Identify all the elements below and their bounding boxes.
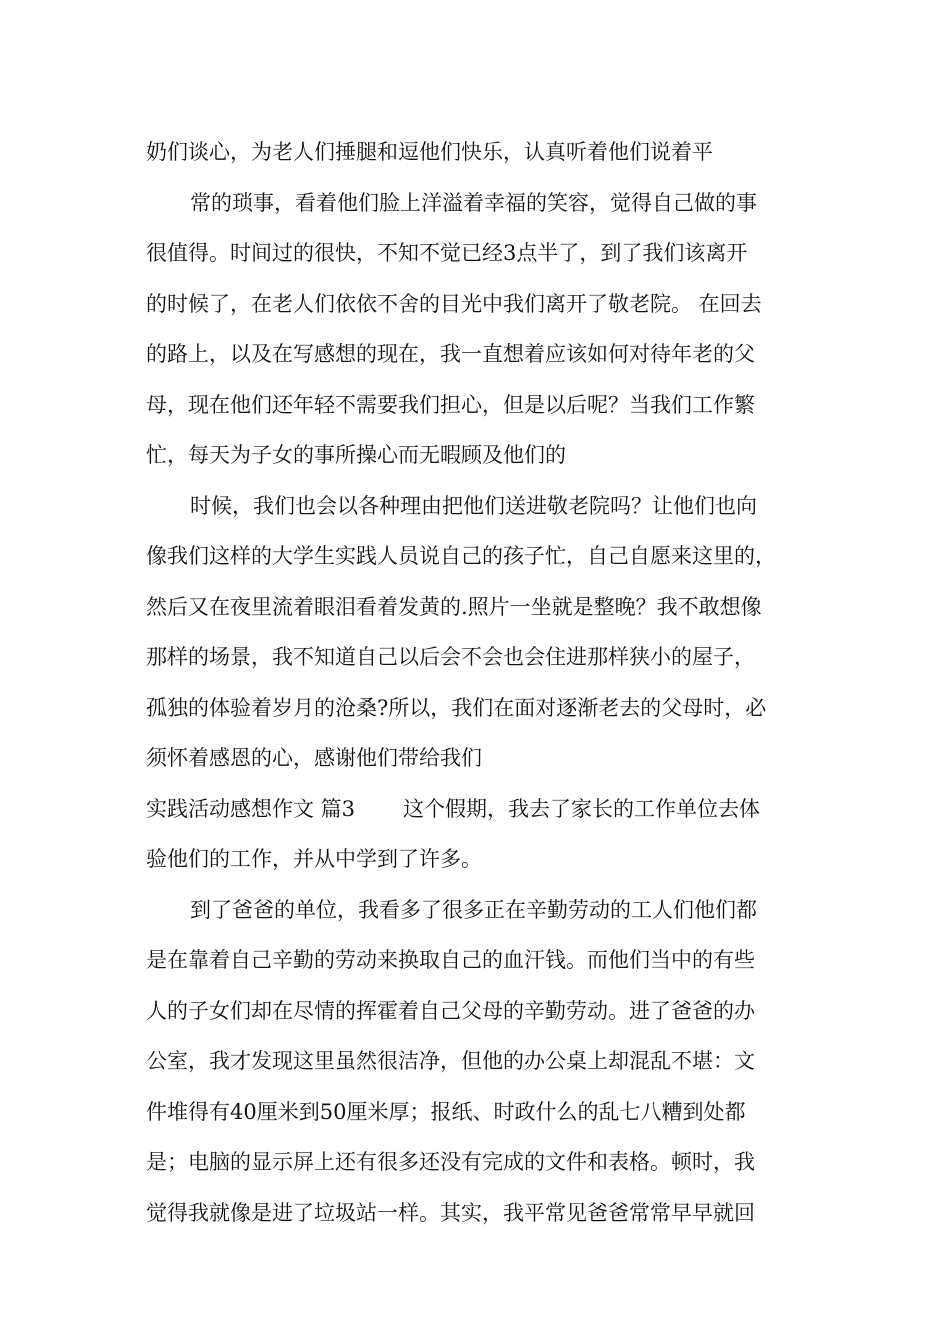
text-line: 那样的场景，我不知道自己以后会不会也会住进那样狭小的屋子， <box>146 645 755 669</box>
text-line: 件堆得有40厘米到50厘米厚；报纸、时政什么的乱七八糟到处都 <box>146 1099 746 1124</box>
text-line: 母，现在他们还年轻不需要我们担心，但是以后呢？当我们工作繁 <box>146 392 755 417</box>
text-line: 验他们的工作，并从中学到了许多。 <box>146 847 482 871</box>
text-line: 公室，我才发现这里虽然很洁净，但他的办公桌上却混乱不堪：文 <box>146 1049 755 1073</box>
text-line: 然后又在夜里流着眼泪看着发黄的.照片一坐就是整晚？我不敢想像 <box>146 594 762 619</box>
section-first-line: 这个假期，我去了家长的工作单位去体 <box>403 796 761 821</box>
text-line: 常的琐事，看着他们脸上洋溢着幸福的笑容，觉得自己做的事 <box>190 190 757 215</box>
text-line: 的路上，以及在写感想的现在，我一直想着应该如何对待年老的父 <box>146 342 755 366</box>
section-heading-line <box>146 784 816 835</box>
text-line: 很值得。时间过的很快，不知不觉已经3点半了，到了我们该离开 <box>146 241 748 265</box>
text-line: 是在靠着自己辛勤的劳动来换取自己的血汗钱。而他们当中的有些 <box>146 948 755 972</box>
text-line: 到了爸爸的单位，我看多了很多正在辛勤劳动的工人们他们都 <box>190 897 757 922</box>
text-line: 是；电脑的显示屏上还有很多还没有完成的文件和表格。顿时，我 <box>146 1150 755 1174</box>
body-text <box>146 127 816 1238</box>
text-line: 时候，我们也会以各种理由把他们送进敬老院吗？让他们也向 <box>190 493 757 518</box>
text-line: 的时候了，在老人们依依不舍的目光中我们离开了敬老院。 在回去 <box>146 291 762 316</box>
text-line: 像我们这样的大学生实践人员说自己的孩子忙，自己自愿来这里的， <box>146 544 776 568</box>
text-line: 奶们谈心，为老人们捶腿和逗他们快乐，认真听着他们说着平 <box>146 140 713 164</box>
text-line: 须怀着感恩的心，感谢他们带给我们 <box>146 746 482 770</box>
section-heading: 实践活动感想作文 篇3 <box>146 796 356 821</box>
text-line: 人的子女们却在尽情的挥霍着自己父母的辛勤劳动。进了爸爸的办 <box>146 998 755 1023</box>
text-line: 觉得我就像是进了垃圾站一样。其实，我平常见爸爸常常早早就回 <box>146 1200 755 1225</box>
text-line: 忙，每天为子女的事所操心而无暇顾及他们的 <box>146 443 566 467</box>
text-line: 孤独的体验着岁月的沧桑?所以，我们在面对逐渐老去的父母时，必 <box>146 695 767 720</box>
